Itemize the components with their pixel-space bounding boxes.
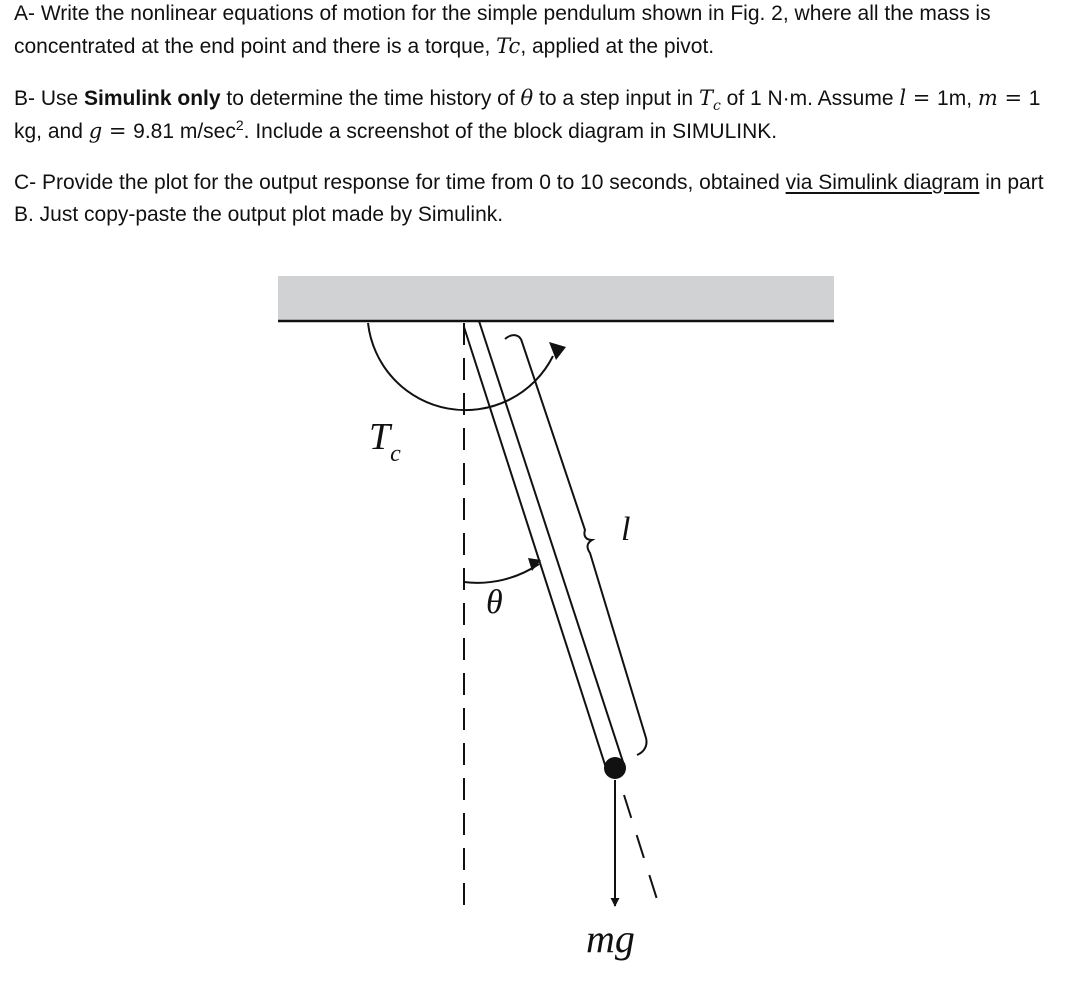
m-value: 1 kg, and <box>14 87 1041 143</box>
simulink-only-emphasis: Simulink only <box>84 87 221 110</box>
equals-sign-2: = <box>997 86 1029 110</box>
angle-theta-label: θ <box>486 584 503 621</box>
g-exponent: 2 <box>235 117 244 133</box>
torque-label-subscript: c <box>390 441 401 467</box>
part-b-text-1: B- Use <box>14 87 85 110</box>
tc-main: T <box>698 86 713 110</box>
ceiling-support <box>278 276 834 321</box>
part-b-text-2: to determine the time history of <box>220 87 521 110</box>
theta-symbol: θ <box>520 86 534 110</box>
part-c-text-2: in part B. Just copy-paste the output plot made by Simulink. <box>14 171 1044 226</box>
l-symbol: l <box>899 86 907 110</box>
g-value: 9.81 m/sec <box>133 120 236 143</box>
torque-label-main: T <box>369 416 391 458</box>
equals-sign-3: = <box>102 119 134 143</box>
g-symbol: g <box>88 119 103 143</box>
equals-sign-1: = <box>906 86 938 110</box>
part-b-text-4: of 1 N·m. Assume <box>720 87 900 110</box>
torque-label <box>369 416 401 467</box>
theta-arc <box>464 564 539 583</box>
length-label: l <box>621 511 631 548</box>
weight-label: mg <box>586 916 635 961</box>
part-b-text-3: to a step input in <box>533 87 699 110</box>
part-c-text-1: C- Provide the plot for the output response for time from 0 to 10 seconds, obtained <box>14 171 786 194</box>
via-simulink-link[interactable]: via Simulink diagram <box>785 171 980 194</box>
pendulum-mass-bob <box>604 757 626 779</box>
pendulum-rod-left-edge <box>464 327 607 771</box>
part-a-text-2: , applied at the pivot. <box>520 35 715 58</box>
tc-subscript: c <box>712 98 721 115</box>
pendulum-rod-right-edge <box>479 321 624 765</box>
m-symbol: m <box>977 86 998 110</box>
part-b-text-5: . Include a screenshot of the block diagram in SIMULINK. <box>243 120 778 143</box>
torque-symbol: Tc <box>496 34 521 58</box>
torque-arc <box>368 323 553 410</box>
l-value: 1m, <box>937 87 978 110</box>
part-a-text-1: A- Write the nonlinear equations of motion for the simple pendulum shown in Fig. 2, where all the mass is concentrated at the end point and there is a torque, <box>14 2 991 58</box>
rod-extension-dashed-line <box>624 795 661 912</box>
